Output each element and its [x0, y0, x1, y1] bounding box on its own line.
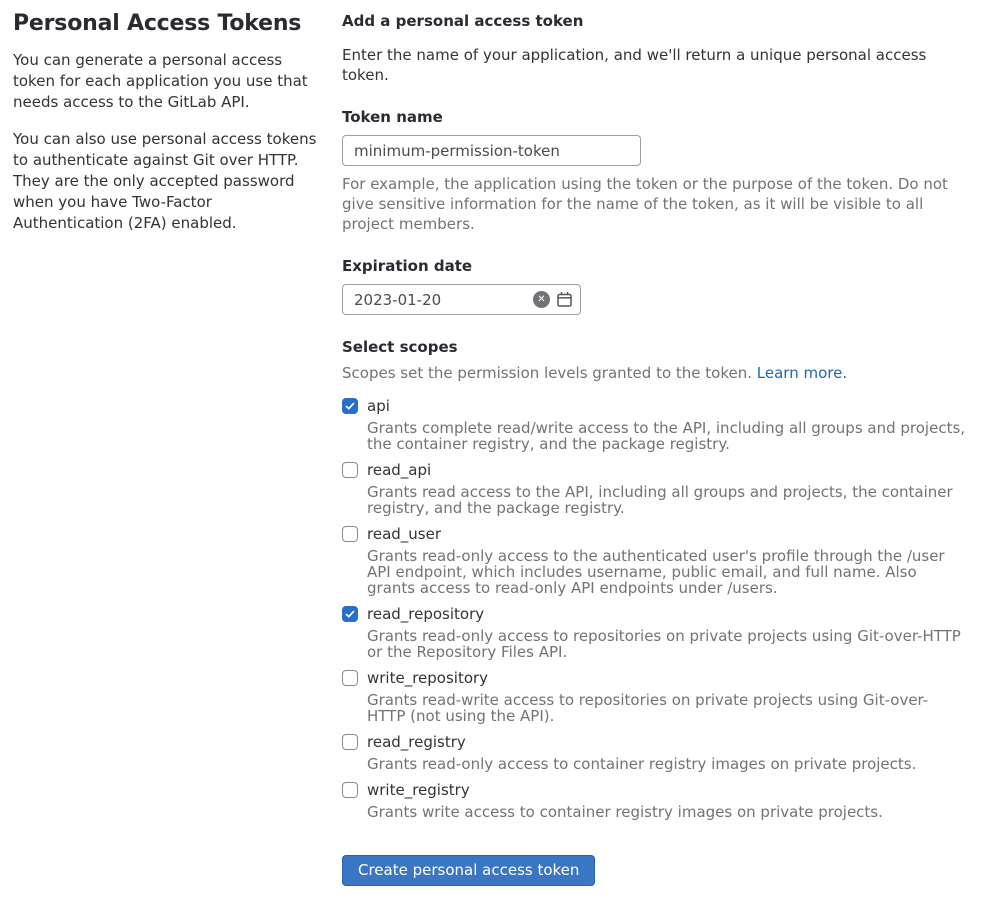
scope-name-label[interactable]: api [367, 397, 390, 415]
scope-row [342, 461, 966, 516]
scope-description: Grants read-only access to repositories on private projects using Git-over-HTTP or the Repository Files API. [367, 627, 961, 661]
token-name-label: Token name [342, 108, 443, 126]
scope-row [342, 397, 966, 452]
select-scopes-label: Select scopes [342, 338, 458, 356]
scope-name-label[interactable]: write_repository [367, 669, 489, 687]
settings-description-panel [13, 10, 320, 886]
add-token-form [342, 10, 966, 886]
scope-row [342, 605, 966, 660]
scope-checkbox[interactable] [342, 782, 358, 798]
expiration-date-field [342, 284, 581, 315]
scope-checkbox-row[interactable] [342, 525, 966, 543]
scope-checkbox[interactable] [342, 670, 358, 686]
scope-name-label[interactable]: read_user [367, 525, 441, 543]
scope-description: Grants read-write access to repositories on private projects using Git-over-HTTP (not using the API). [367, 691, 929, 725]
scopes-list [342, 397, 966, 820]
page-description-1: You can generate a personal access token for each application you use that needs access to the GitLab API. [13, 51, 308, 111]
scope-checkbox[interactable] [342, 462, 358, 478]
scope-row [342, 525, 966, 596]
expiration-date-label: Expiration date [342, 257, 473, 275]
scope-checkbox[interactable] [342, 606, 358, 622]
learn-more-link[interactable]: Learn more. [756, 364, 848, 382]
scope-name-label[interactable]: read_api [367, 461, 432, 479]
scope-checkbox[interactable] [342, 526, 358, 542]
scope-row [342, 781, 966, 820]
scope-checkbox[interactable] [342, 398, 358, 414]
scopes-help-text: Scopes set the permission levels granted to the token. [342, 364, 753, 382]
check-icon [344, 608, 356, 620]
scope-name-label[interactable]: read_registry [367, 733, 466, 751]
clear-date-icon[interactable]: ✕ [533, 291, 550, 308]
token-name-help: For example, the application using the token or the purpose of the token. Do not give sensitive information for the name of the token, as it will be visible to all project members. [342, 175, 948, 233]
create-token-button[interactable]: Create personal access token [342, 855, 595, 886]
calendar-icon[interactable] [556, 291, 573, 308]
scope-description: Grants read-only access to the authenticated user's profile through the /user API endpoint, which includes username, public email, and full name. Also grants access to read-only API endpoints under /users. [367, 547, 945, 597]
scope-row [342, 669, 966, 724]
scopes-help [342, 363, 966, 383]
scope-name-label[interactable]: write_registry [367, 781, 470, 799]
token-name-input[interactable] [342, 135, 641, 166]
form-subheading: Enter the name of your application, and we'll return a unique personal access token. [342, 46, 927, 84]
page-description-2: You can also use personal access tokens to authenticate against Git over HTTP. They are the only accepted password when you have Two-Factor Authentication (2FA) enabled. [13, 130, 317, 232]
scope-checkbox-row[interactable] [342, 605, 966, 623]
check-icon [344, 400, 356, 412]
scope-checkbox-row[interactable] [342, 669, 966, 687]
scope-checkbox[interactable] [342, 734, 358, 750]
scope-description: Grants read-only access to container registry images on private projects. [367, 755, 917, 773]
scope-checkbox-row[interactable] [342, 733, 966, 751]
form-heading: Add a personal access token [342, 12, 584, 30]
scope-description: Grants read access to the API, including all groups and projects, the container registry, and the package registry. [367, 483, 953, 517]
page-title: Personal Access Tokens [13, 11, 302, 36]
scope-checkbox-row[interactable] [342, 397, 966, 415]
date-field-icons [533, 284, 573, 315]
scope-checkbox-row[interactable] [342, 781, 966, 799]
scope-name-label[interactable]: read_repository [367, 605, 485, 623]
scope-checkbox-row[interactable] [342, 461, 966, 479]
scope-description: Grants write access to container registry images on private projects. [367, 803, 883, 821]
scope-row [342, 733, 966, 772]
scope-description: Grants complete read/write access to the API, including all groups and projects, the container registry, and the package registry. [367, 419, 966, 453]
